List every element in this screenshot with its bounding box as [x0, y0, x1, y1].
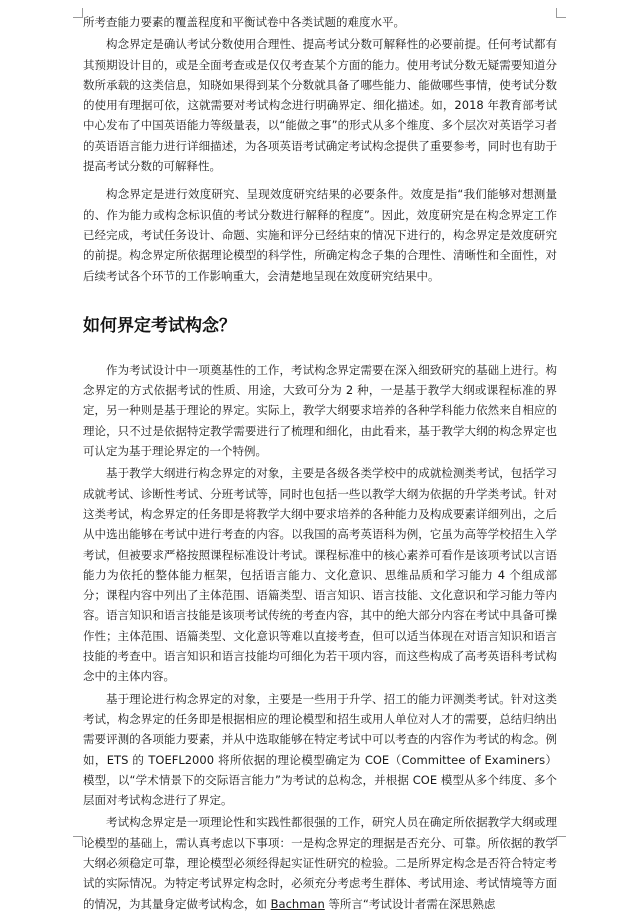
margin-corner-mark [73, 8, 83, 18]
paragraph: 作为考试设计中一项奠基性的工作，考试构念界定需要在深入细致研究的基础上进行。构念界定的方式依据考试的性质、用途，大致可分为 2 种，一是基于教学大纲或课程标准的界定，另一种则是基于理论的界定。实际上，教学大纲要求培养的各种学科能力依然来自相应的理论，只不过是依据特定教学需要进行了梳理和细化，由此看来，基于教学大纲的构念界定也可认定为基于理论界定的一个特例。 [83, 362, 557, 459]
paragraph: 所考查能力要素的覆盖程度和平衡试卷中各类试题的难度水平。 [83, 15, 405, 29]
margin-corner-mark [556, 8, 566, 18]
author-name: Bachman [270, 896, 325, 911]
paragraph: 构念界定是进行效度研究、呈现效度研究结果的必要条件。效度是指“我们能够对想测量的、作为能力或构念标识值的考试分数进行解释的程度”。因此，效度研究是在构念界定工作已经完成，考试任务设计、命题、实施和评分已经结束的情况下进行的，构念界定是效度研究的前提。构念界定所依据理论模型的科学性，所确定构念子集的合理性、清晰性和全面性，对后续考试各个环节的工作影响重大，会清楚地呈现在效度研究结果中。 [83, 187, 557, 283]
margin-corner-mark [73, 836, 83, 846]
paragraph: 构念界定是确认考试分数使用合理性、提高考试分数可解释性的必要前提。任何考试都有其预期设计目的，或是全面考查或是仅仅考查某个方面的能力。使用考试分数无疑需要知道分数所承载的这类信息，知晓如果得到某个分数就具备了哪些能力、能做哪些事情，使考试分数的使用有理据可依，这就需要对考试构念进行明确界定、细化描述。如，2018 年教育部考试中心发布了中国英语能力等级量表，以“能做之事”的形式从多个维度、多个层次对英语学习者的英语语言能力进行详细描述，为各项英语考试确定考试构念提供了重要参考，同时也有助于提高考试分数的可解释性。 [83, 37, 557, 174]
paragraph [83, 812, 557, 913]
paragraph: 基于理论进行构念界定的对象，主要是一些用于升学、招工的能力评测类考试。针对这类考试，构念界定的任务即是根据相应的理论模型和招生或用人单位对人才的需要，总结归纳出需要评测的各项能力要素，并从中选取能够在特定考试中可以考查的内容作为考试的构念。例如，ETS 的 TOEFL2000 将所依据的理论模型确定为 COE（Committee of Examiners）模型，以“学术情景下的交际语言能力”为考试的总构念，并根据 COE 模型从多个纬度、多个层面对考试构念进行了界定。 [83, 691, 557, 808]
paragraph: 基于教学大纲进行构念界定的对象，主要是各级各类学校中的成就检测类考试，包括学习成就考试、诊断性考试、分班考试等，同时也包括一些以教学大纲为依据的升学类考试。针对这类考试，构念界定的任务即是将教学大纲中要求培养的各种能力及构成要素详细列出，之后从中选出能够在考试中进行考查的内容。以我国的高考英语科为例，它虽为高等学校招生入学考试，但被要求严格按照课程标准设计考试。课程标准中的核心素养可看作是该项考试以言语能力为依托的整体能力框架，包括语言能力、文化意识、思维品质和学习能力 4 个组成部分；课程内容中列出了主体范围、语篇类型、语言知识、语言技能、文化意识和学习能力等内容。语言知识和语言技能是该项考试传统的考查内容，其中的绝大部分内容在考试中具备可操作性；主体范围、语篇类型、文化意识等难以直接考查，但可以适当体现在对语言知识和语言技能的考查中。语言知识和语言技能均可细化为若干项内容，而这些构成了高考英语科考试构念中的主体内容。 [83, 466, 557, 684]
paragraph-text: 考试构念界定是一项理论性和实践性都很强的工作，研究人员在确定所依据教学大纲或理论模型的基础上，需认真考虑以下事项：一是构念界定的理据是否充分、可靠。所依据的教学大纲必须稳定可靠，理论模型必须经得起实证性研究的检验。二是所界定构念是否符合特定考试的实际情况。为特定考试界定构念时，必须充分考虑考生群体、考试用途、考试情境等方面的情况，为其量身定做考试构念，如 [83, 815, 557, 911]
section-heading: 如何界定考试构念？ [83, 315, 236, 336]
document-body [83, 12, 557, 914]
margin-corner-mark [556, 836, 566, 846]
paragraph-text: 等所言“考试设计者需在深思熟虑 [328, 896, 496, 911]
